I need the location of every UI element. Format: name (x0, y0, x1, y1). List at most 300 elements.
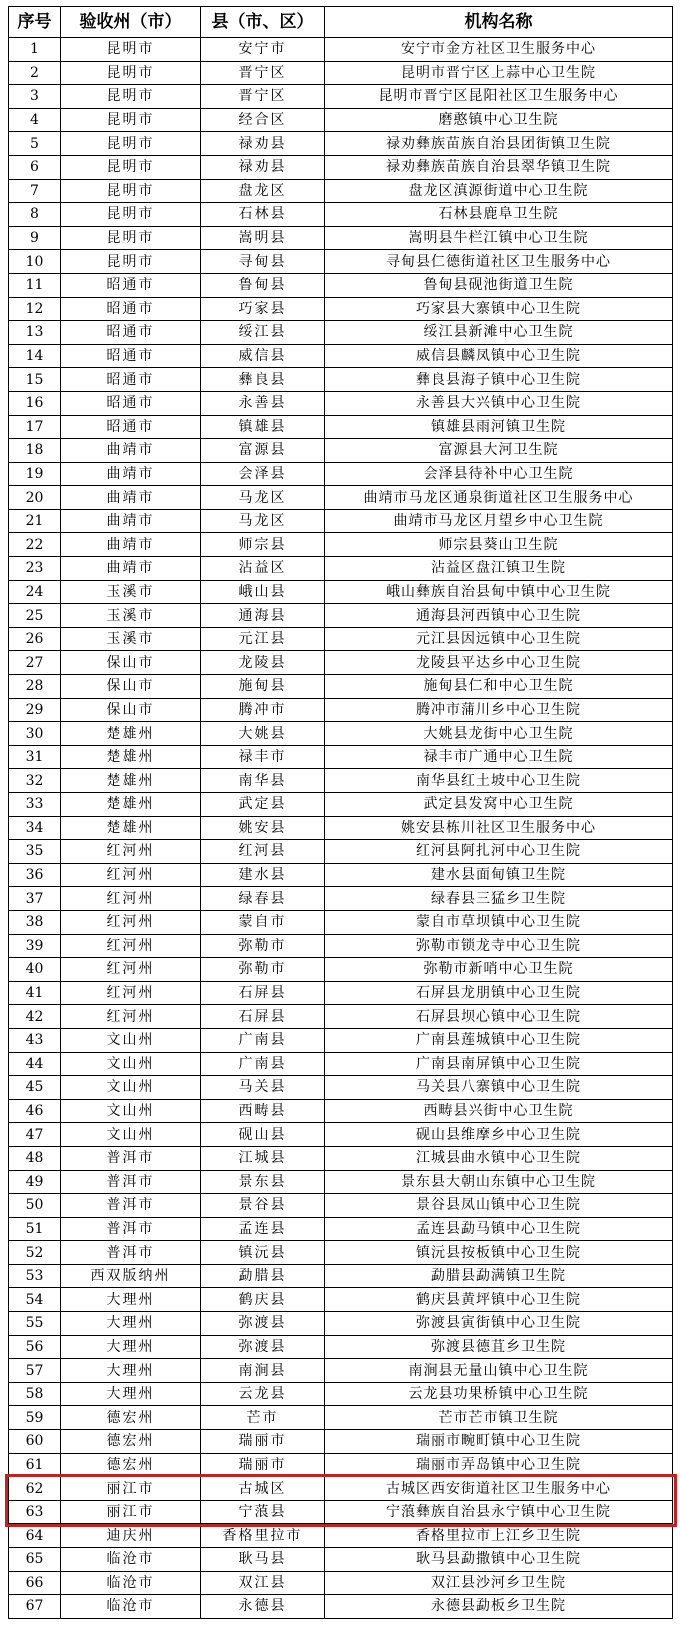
cell-county: 双江县 (201, 1571, 325, 1595)
cell-institution: 石屏县龙朋镇中心卫生院 (325, 981, 673, 1005)
cell-county: 广南县 (201, 1052, 325, 1076)
cell-county: 禄丰市 (201, 745, 325, 769)
cell-seq: 56 (9, 1335, 61, 1359)
table-row (9, 179, 673, 203)
table-row (9, 769, 673, 793)
cell-county: 施甸县 (201, 675, 325, 699)
cell-institution: 芒市芒市镇卫生院 (325, 1406, 673, 1430)
cell-prefecture: 普洱市 (61, 1241, 201, 1265)
cell-prefecture: 红河州 (61, 910, 201, 934)
cell-institution: 元江县因远镇中心卫生院 (325, 627, 673, 651)
cell-institution: 会泽县待补中心卫生院 (325, 462, 673, 486)
cell-institution: 蒙自市草坝镇中心卫生院 (325, 910, 673, 934)
cell-seq: 46 (9, 1099, 61, 1123)
cell-prefecture: 楚雄州 (61, 816, 201, 840)
cell-institution: 红河县阿扎河中心卫生院 (325, 840, 673, 864)
cell-county: 镇雄县 (201, 415, 325, 439)
table-row (9, 38, 673, 62)
cell-institution: 香格里拉市上江乡卫生院 (325, 1524, 673, 1548)
cell-institution: 镇雄县雨河镇卫生院 (325, 415, 673, 439)
table-row (9, 580, 673, 604)
cell-institution: 大姚县龙街中心卫生院 (325, 722, 673, 746)
cell-institution: 巧家县大寨镇中心卫生院 (325, 297, 673, 321)
cell-institution: 石林县鹿阜卫生院 (325, 203, 673, 227)
cell-prefecture: 楚雄州 (61, 769, 201, 793)
table-row (9, 1076, 673, 1100)
cell-county: 绿春县 (201, 887, 325, 911)
cell-county: 马龙区 (201, 509, 325, 533)
cell-institution: 龙陵县平达乡中心卫生院 (325, 651, 673, 675)
table-row (9, 1453, 673, 1477)
cell-institution: 鲁甸县砚池街道卫生院 (325, 273, 673, 297)
cell-county: 南华县 (201, 769, 325, 793)
cell-institution: 广南县南屏镇中心卫生院 (325, 1052, 673, 1076)
cell-institution: 瑞丽市弄岛镇中心卫生院 (325, 1453, 673, 1477)
cell-county: 石屏县 (201, 981, 325, 1005)
cell-seq: 12 (9, 297, 61, 321)
cell-prefecture: 昆明市 (61, 61, 201, 85)
cell-seq: 36 (9, 863, 61, 887)
table-row (9, 368, 673, 392)
cell-county: 大姚县 (201, 722, 325, 746)
cell-county: 元江县 (201, 627, 325, 651)
cell-county: 香格里拉市 (201, 1524, 325, 1548)
cell-institution: 云龙县功果桥镇中心卫生院 (325, 1382, 673, 1406)
cell-seq: 22 (9, 533, 61, 557)
table-row (9, 698, 673, 722)
cell-county: 弥勒市 (201, 934, 325, 958)
cell-seq: 2 (9, 61, 61, 85)
cell-county: 广南县 (201, 1028, 325, 1052)
table-row (9, 1099, 673, 1123)
cell-institution: 古城区西安街道社区卫生服务中心 (325, 1477, 673, 1501)
acceptance-table (8, 6, 673, 1619)
cell-seq: 41 (9, 981, 61, 1005)
cell-county: 寻甸县 (201, 250, 325, 274)
cell-county: 瑞丽市 (201, 1430, 325, 1454)
cell-county: 耿马县 (201, 1548, 325, 1572)
cell-seq: 62 (9, 1477, 61, 1501)
cell-institution: 嵩明县牛栏江镇中心卫生院 (325, 226, 673, 250)
cell-institution: 广南县莲城镇中心卫生院 (325, 1028, 673, 1052)
cell-institution: 禄丰市广通中心卫生院 (325, 745, 673, 769)
cell-county: 云龙县 (201, 1382, 325, 1406)
cell-prefecture: 昭通市 (61, 368, 201, 392)
cell-prefecture: 西双版纳州 (61, 1264, 201, 1288)
cell-county: 晋宁区 (201, 85, 325, 109)
cell-seq: 20 (9, 486, 61, 510)
table-row (9, 1477, 673, 1501)
table-row (9, 604, 673, 628)
cell-institution: 南华县红土坡中心卫生院 (325, 769, 673, 793)
table-row (9, 1170, 673, 1194)
cell-prefecture: 大理州 (61, 1359, 201, 1383)
cell-seq: 9 (9, 226, 61, 250)
cell-prefecture: 昆明市 (61, 85, 201, 109)
table-row (9, 934, 673, 958)
cell-institution: 曲靖市马龙区月望乡中心卫生院 (325, 509, 673, 533)
table-row (9, 1382, 673, 1406)
cell-prefecture: 德宏州 (61, 1453, 201, 1477)
cell-institution: 彝良县海子镇中心卫生院 (325, 368, 673, 392)
cell-prefecture: 大理州 (61, 1335, 201, 1359)
cell-county: 石屏县 (201, 1005, 325, 1029)
table-row (9, 1052, 673, 1076)
table-row (9, 415, 673, 439)
table-row (9, 85, 673, 109)
cell-institution: 沾益区盘江镇卫生院 (325, 557, 673, 581)
table-row (9, 793, 673, 817)
cell-institution: 峨山彝族自治县甸中镇中心卫生院 (325, 580, 673, 604)
cell-seq: 58 (9, 1382, 61, 1406)
cell-county: 龙陵县 (201, 651, 325, 675)
cell-seq: 28 (9, 675, 61, 699)
cell-county: 沾益区 (201, 557, 325, 581)
cell-prefecture: 昆明市 (61, 179, 201, 203)
cell-county: 勐腊县 (201, 1264, 325, 1288)
cell-seq: 50 (9, 1194, 61, 1218)
cell-seq: 16 (9, 391, 61, 415)
table-row (9, 321, 673, 345)
cell-county: 石林县 (201, 203, 325, 227)
cell-county: 芒市 (201, 1406, 325, 1430)
cell-institution: 磨憨镇中心卫生院 (325, 108, 673, 132)
cell-seq: 64 (9, 1524, 61, 1548)
cell-county: 建水县 (201, 863, 325, 887)
table-row (9, 486, 673, 510)
cell-prefecture: 玉溪市 (61, 604, 201, 628)
table-row (9, 1123, 673, 1147)
table-row (9, 816, 673, 840)
cell-prefecture: 临沧市 (61, 1595, 201, 1619)
cell-seq: 32 (9, 769, 61, 793)
cell-county: 马关县 (201, 1076, 325, 1100)
table-row (9, 1264, 673, 1288)
cell-prefecture: 昭通市 (61, 321, 201, 345)
cell-seq: 37 (9, 887, 61, 911)
table-row (9, 627, 673, 651)
cell-seq: 38 (9, 910, 61, 934)
cell-prefecture: 昆明市 (61, 108, 201, 132)
cell-prefecture: 曲靖市 (61, 509, 201, 533)
cell-seq: 57 (9, 1359, 61, 1383)
cell-seq: 54 (9, 1288, 61, 1312)
table-row (9, 1028, 673, 1052)
cell-institution: 绿春县三猛乡卫生院 (325, 887, 673, 911)
cell-county: 弥渡县 (201, 1335, 325, 1359)
table-row (9, 344, 673, 368)
cell-seq: 26 (9, 627, 61, 651)
cell-seq: 19 (9, 462, 61, 486)
cell-seq: 1 (9, 38, 61, 62)
cell-institution: 永德县勐板乡卫生院 (325, 1595, 673, 1619)
cell-county: 安宁市 (201, 38, 325, 62)
cell-seq: 39 (9, 934, 61, 958)
header-seq: 序号 (9, 7, 61, 38)
cell-prefecture: 临沧市 (61, 1571, 201, 1595)
cell-seq: 25 (9, 604, 61, 628)
cell-county: 绥江县 (201, 321, 325, 345)
table-row (9, 391, 673, 415)
cell-prefecture: 德宏州 (61, 1430, 201, 1454)
cell-prefecture: 昆明市 (61, 38, 201, 62)
cell-institution: 弥勒市锁龙寺中心卫生院 (325, 934, 673, 958)
cell-county: 通海县 (201, 604, 325, 628)
cell-seq: 61 (9, 1453, 61, 1477)
table-row (9, 1335, 673, 1359)
table-row (9, 981, 673, 1005)
cell-county: 鲁甸县 (201, 273, 325, 297)
cell-prefecture: 大理州 (61, 1288, 201, 1312)
cell-institution: 建水县面甸镇卫生院 (325, 863, 673, 887)
cell-seq: 59 (9, 1406, 61, 1430)
cell-prefecture: 楚雄州 (61, 745, 201, 769)
cell-institution: 曲靖市马龙区通泉街道社区卫生服务中心 (325, 486, 673, 510)
cell-institution: 鹤庆县黄坪镇中心卫生院 (325, 1288, 673, 1312)
cell-institution: 禄劝彝族苗族自治县翠华镇卫生院 (325, 155, 673, 179)
table-row (9, 1595, 673, 1619)
cell-prefecture: 普洱市 (61, 1146, 201, 1170)
cell-institution: 姚安县栋川社区卫生服务中心 (325, 816, 673, 840)
cell-county: 富源县 (201, 439, 325, 463)
cell-county: 永德县 (201, 1595, 325, 1619)
cell-prefecture: 文山州 (61, 1052, 201, 1076)
cell-county: 腾冲市 (201, 698, 325, 722)
cell-county: 砚山县 (201, 1123, 325, 1147)
cell-prefecture: 文山州 (61, 1076, 201, 1100)
cell-seq: 14 (9, 344, 61, 368)
cell-institution: 南涧县无量山镇中心卫生院 (325, 1359, 673, 1383)
cell-prefecture: 昆明市 (61, 250, 201, 274)
cell-prefecture: 曲靖市 (61, 439, 201, 463)
table-row (9, 1194, 673, 1218)
table-row (9, 863, 673, 887)
cell-institution: 弥渡县德苴乡卫生院 (325, 1335, 673, 1359)
table-row (9, 887, 673, 911)
cell-institution: 弥勒市新哨中心卫生院 (325, 958, 673, 982)
cell-institution: 盘龙区滇源街道中心卫生院 (325, 179, 673, 203)
cell-institution: 景谷县凤山镇中心卫生院 (325, 1194, 673, 1218)
table-row (9, 958, 673, 982)
cell-county: 彝良县 (201, 368, 325, 392)
cell-prefecture: 保山市 (61, 675, 201, 699)
cell-prefecture: 红河州 (61, 840, 201, 864)
cell-seq: 4 (9, 108, 61, 132)
cell-county: 永善县 (201, 391, 325, 415)
cell-seq: 66 (9, 1571, 61, 1595)
cell-prefecture: 临沧市 (61, 1548, 201, 1572)
cell-prefecture: 普洱市 (61, 1194, 201, 1218)
table-row (9, 439, 673, 463)
table-row (9, 1005, 673, 1029)
cell-prefecture: 昆明市 (61, 155, 201, 179)
cell-prefecture: 昆明市 (61, 132, 201, 156)
cell-county: 晋宁区 (201, 61, 325, 85)
cell-county: 弥渡县 (201, 1312, 325, 1336)
cell-prefecture: 楚雄州 (61, 722, 201, 746)
table-row (9, 250, 673, 274)
cell-prefecture: 玉溪市 (61, 580, 201, 604)
cell-institution: 昆明市晋宁区昆阳社区卫生服务中心 (325, 85, 673, 109)
table-row (9, 1500, 673, 1524)
table-header-row (9, 7, 673, 38)
cell-institution: 勐腊县勐满镇卫生院 (325, 1264, 673, 1288)
table-row (9, 155, 673, 179)
cell-seq: 33 (9, 793, 61, 817)
cell-prefecture: 大理州 (61, 1312, 201, 1336)
cell-prefecture: 丽江市 (61, 1477, 201, 1501)
cell-seq: 53 (9, 1264, 61, 1288)
cell-seq: 49 (9, 1170, 61, 1194)
cell-seq: 23 (9, 557, 61, 581)
cell-institution: 昆明市晋宁区上蒜中心卫生院 (325, 61, 673, 85)
cell-prefecture: 曲靖市 (61, 557, 201, 581)
cell-institution: 武定县发窝中心卫生院 (325, 793, 673, 817)
cell-prefecture: 红河州 (61, 981, 201, 1005)
cell-county: 经合区 (201, 108, 325, 132)
cell-county: 巧家县 (201, 297, 325, 321)
cell-county: 红河县 (201, 840, 325, 864)
cell-seq: 34 (9, 816, 61, 840)
cell-seq: 35 (9, 840, 61, 864)
cell-seq: 63 (9, 1500, 61, 1524)
table-row (9, 557, 673, 581)
table-row (9, 1548, 673, 1572)
cell-institution: 弥渡县寅街镇中心卫生院 (325, 1312, 673, 1336)
table-row (9, 722, 673, 746)
table-row (9, 226, 673, 250)
cell-county: 盘龙区 (201, 179, 325, 203)
table-row (9, 1312, 673, 1336)
cell-seq: 29 (9, 698, 61, 722)
cell-county: 古城区 (201, 1477, 325, 1501)
cell-county: 孟连县 (201, 1217, 325, 1241)
cell-seq: 24 (9, 580, 61, 604)
cell-prefecture: 文山州 (61, 1028, 201, 1052)
table-row (9, 273, 673, 297)
cell-county: 瑞丽市 (201, 1453, 325, 1477)
cell-county: 镇沅县 (201, 1241, 325, 1265)
cell-seq: 42 (9, 1005, 61, 1029)
table-row (9, 675, 673, 699)
cell-county: 姚安县 (201, 816, 325, 840)
table-row (9, 1146, 673, 1170)
table-row (9, 462, 673, 486)
table-row (9, 840, 673, 864)
cell-seq: 44 (9, 1052, 61, 1076)
table-row (9, 203, 673, 227)
cell-institution: 寻甸县仁德街道社区卫生服务中心 (325, 250, 673, 274)
cell-institution: 施甸县仁和中心卫生院 (325, 675, 673, 699)
header-prefecture: 验收州（市） (61, 7, 201, 38)
cell-prefecture: 普洱市 (61, 1217, 201, 1241)
cell-prefecture: 昭通市 (61, 391, 201, 415)
cell-county: 南涧县 (201, 1359, 325, 1383)
cell-institution: 禄劝彝族苗族自治县团街镇卫生院 (325, 132, 673, 156)
cell-institution: 通海县河西镇中心卫生院 (325, 604, 673, 628)
table-row (9, 108, 673, 132)
table-row (9, 1524, 673, 1548)
cell-institution: 江城县曲水镇中心卫生院 (325, 1146, 673, 1170)
cell-prefecture: 迪庆州 (61, 1524, 201, 1548)
cell-county: 西畴县 (201, 1099, 325, 1123)
cell-seq: 31 (9, 745, 61, 769)
cell-prefecture: 曲靖市 (61, 533, 201, 557)
cell-institution: 富源县大河卫生院 (325, 439, 673, 463)
cell-institution: 景东县大朝山东镇中心卫生院 (325, 1170, 673, 1194)
table-row (9, 297, 673, 321)
cell-seq: 21 (9, 509, 61, 533)
table-row (9, 651, 673, 675)
cell-institution: 马关县八寨镇中心卫生院 (325, 1076, 673, 1100)
cell-prefecture: 文山州 (61, 1099, 201, 1123)
cell-county: 鹤庆县 (201, 1288, 325, 1312)
cell-county: 蒙自市 (201, 910, 325, 934)
cell-institution: 耿马县勐撒镇中心卫生院 (325, 1548, 673, 1572)
cell-seq: 13 (9, 321, 61, 345)
cell-institution: 镇沅县按板镇中心卫生院 (325, 1241, 673, 1265)
cell-institution: 师宗县葵山卫生院 (325, 533, 673, 557)
cell-seq: 18 (9, 439, 61, 463)
cell-county: 宁蒗县 (201, 1500, 325, 1524)
cell-seq: 8 (9, 203, 61, 227)
cell-county: 嵩明县 (201, 226, 325, 250)
cell-seq: 55 (9, 1312, 61, 1336)
cell-prefecture: 昆明市 (61, 203, 201, 227)
cell-prefecture: 楚雄州 (61, 793, 201, 817)
cell-prefecture: 曲靖市 (61, 486, 201, 510)
cell-institution: 绥江县新滩中心卫生院 (325, 321, 673, 345)
cell-county: 禄劝县 (201, 155, 325, 179)
table-row (9, 509, 673, 533)
cell-seq: 60 (9, 1430, 61, 1454)
cell-prefecture: 昭通市 (61, 297, 201, 321)
cell-prefecture: 红河州 (61, 863, 201, 887)
cell-prefecture: 玉溪市 (61, 627, 201, 651)
cell-institution: 威信县麟凤镇中心卫生院 (325, 344, 673, 368)
table-row (9, 1359, 673, 1383)
cell-institution: 永善县大兴镇中心卫生院 (325, 391, 673, 415)
cell-prefecture: 红河州 (61, 887, 201, 911)
table-row (9, 132, 673, 156)
cell-county: 景谷县 (201, 1194, 325, 1218)
cell-seq: 3 (9, 85, 61, 109)
table-row (9, 1406, 673, 1430)
cell-county: 马龙区 (201, 486, 325, 510)
cell-prefecture: 曲靖市 (61, 462, 201, 486)
cell-county: 武定县 (201, 793, 325, 817)
cell-institution: 宁蒗彝族自治县永宁镇中心卫生院 (325, 1500, 673, 1524)
cell-seq: 27 (9, 651, 61, 675)
cell-seq: 10 (9, 250, 61, 274)
cell-institution: 石屏县坝心镇中心卫生院 (325, 1005, 673, 1029)
cell-county: 会泽县 (201, 462, 325, 486)
table-row (9, 1571, 673, 1595)
cell-seq: 67 (9, 1595, 61, 1619)
header-institution: 机构名称 (325, 7, 673, 38)
header-county: 县（市、区） (201, 7, 325, 38)
cell-county: 景东县 (201, 1170, 325, 1194)
table-row (9, 1241, 673, 1265)
cell-institution: 砚山县维摩乡中心卫生院 (325, 1123, 673, 1147)
cell-prefecture: 普洱市 (61, 1170, 201, 1194)
cell-prefecture: 大理州 (61, 1382, 201, 1406)
cell-institution: 腾冲市蒲川乡中心卫生院 (325, 698, 673, 722)
cell-county: 江城县 (201, 1146, 325, 1170)
cell-prefecture: 文山州 (61, 1123, 201, 1147)
cell-prefecture: 红河州 (61, 958, 201, 982)
cell-institution: 西畴县兴街中心卫生院 (325, 1099, 673, 1123)
